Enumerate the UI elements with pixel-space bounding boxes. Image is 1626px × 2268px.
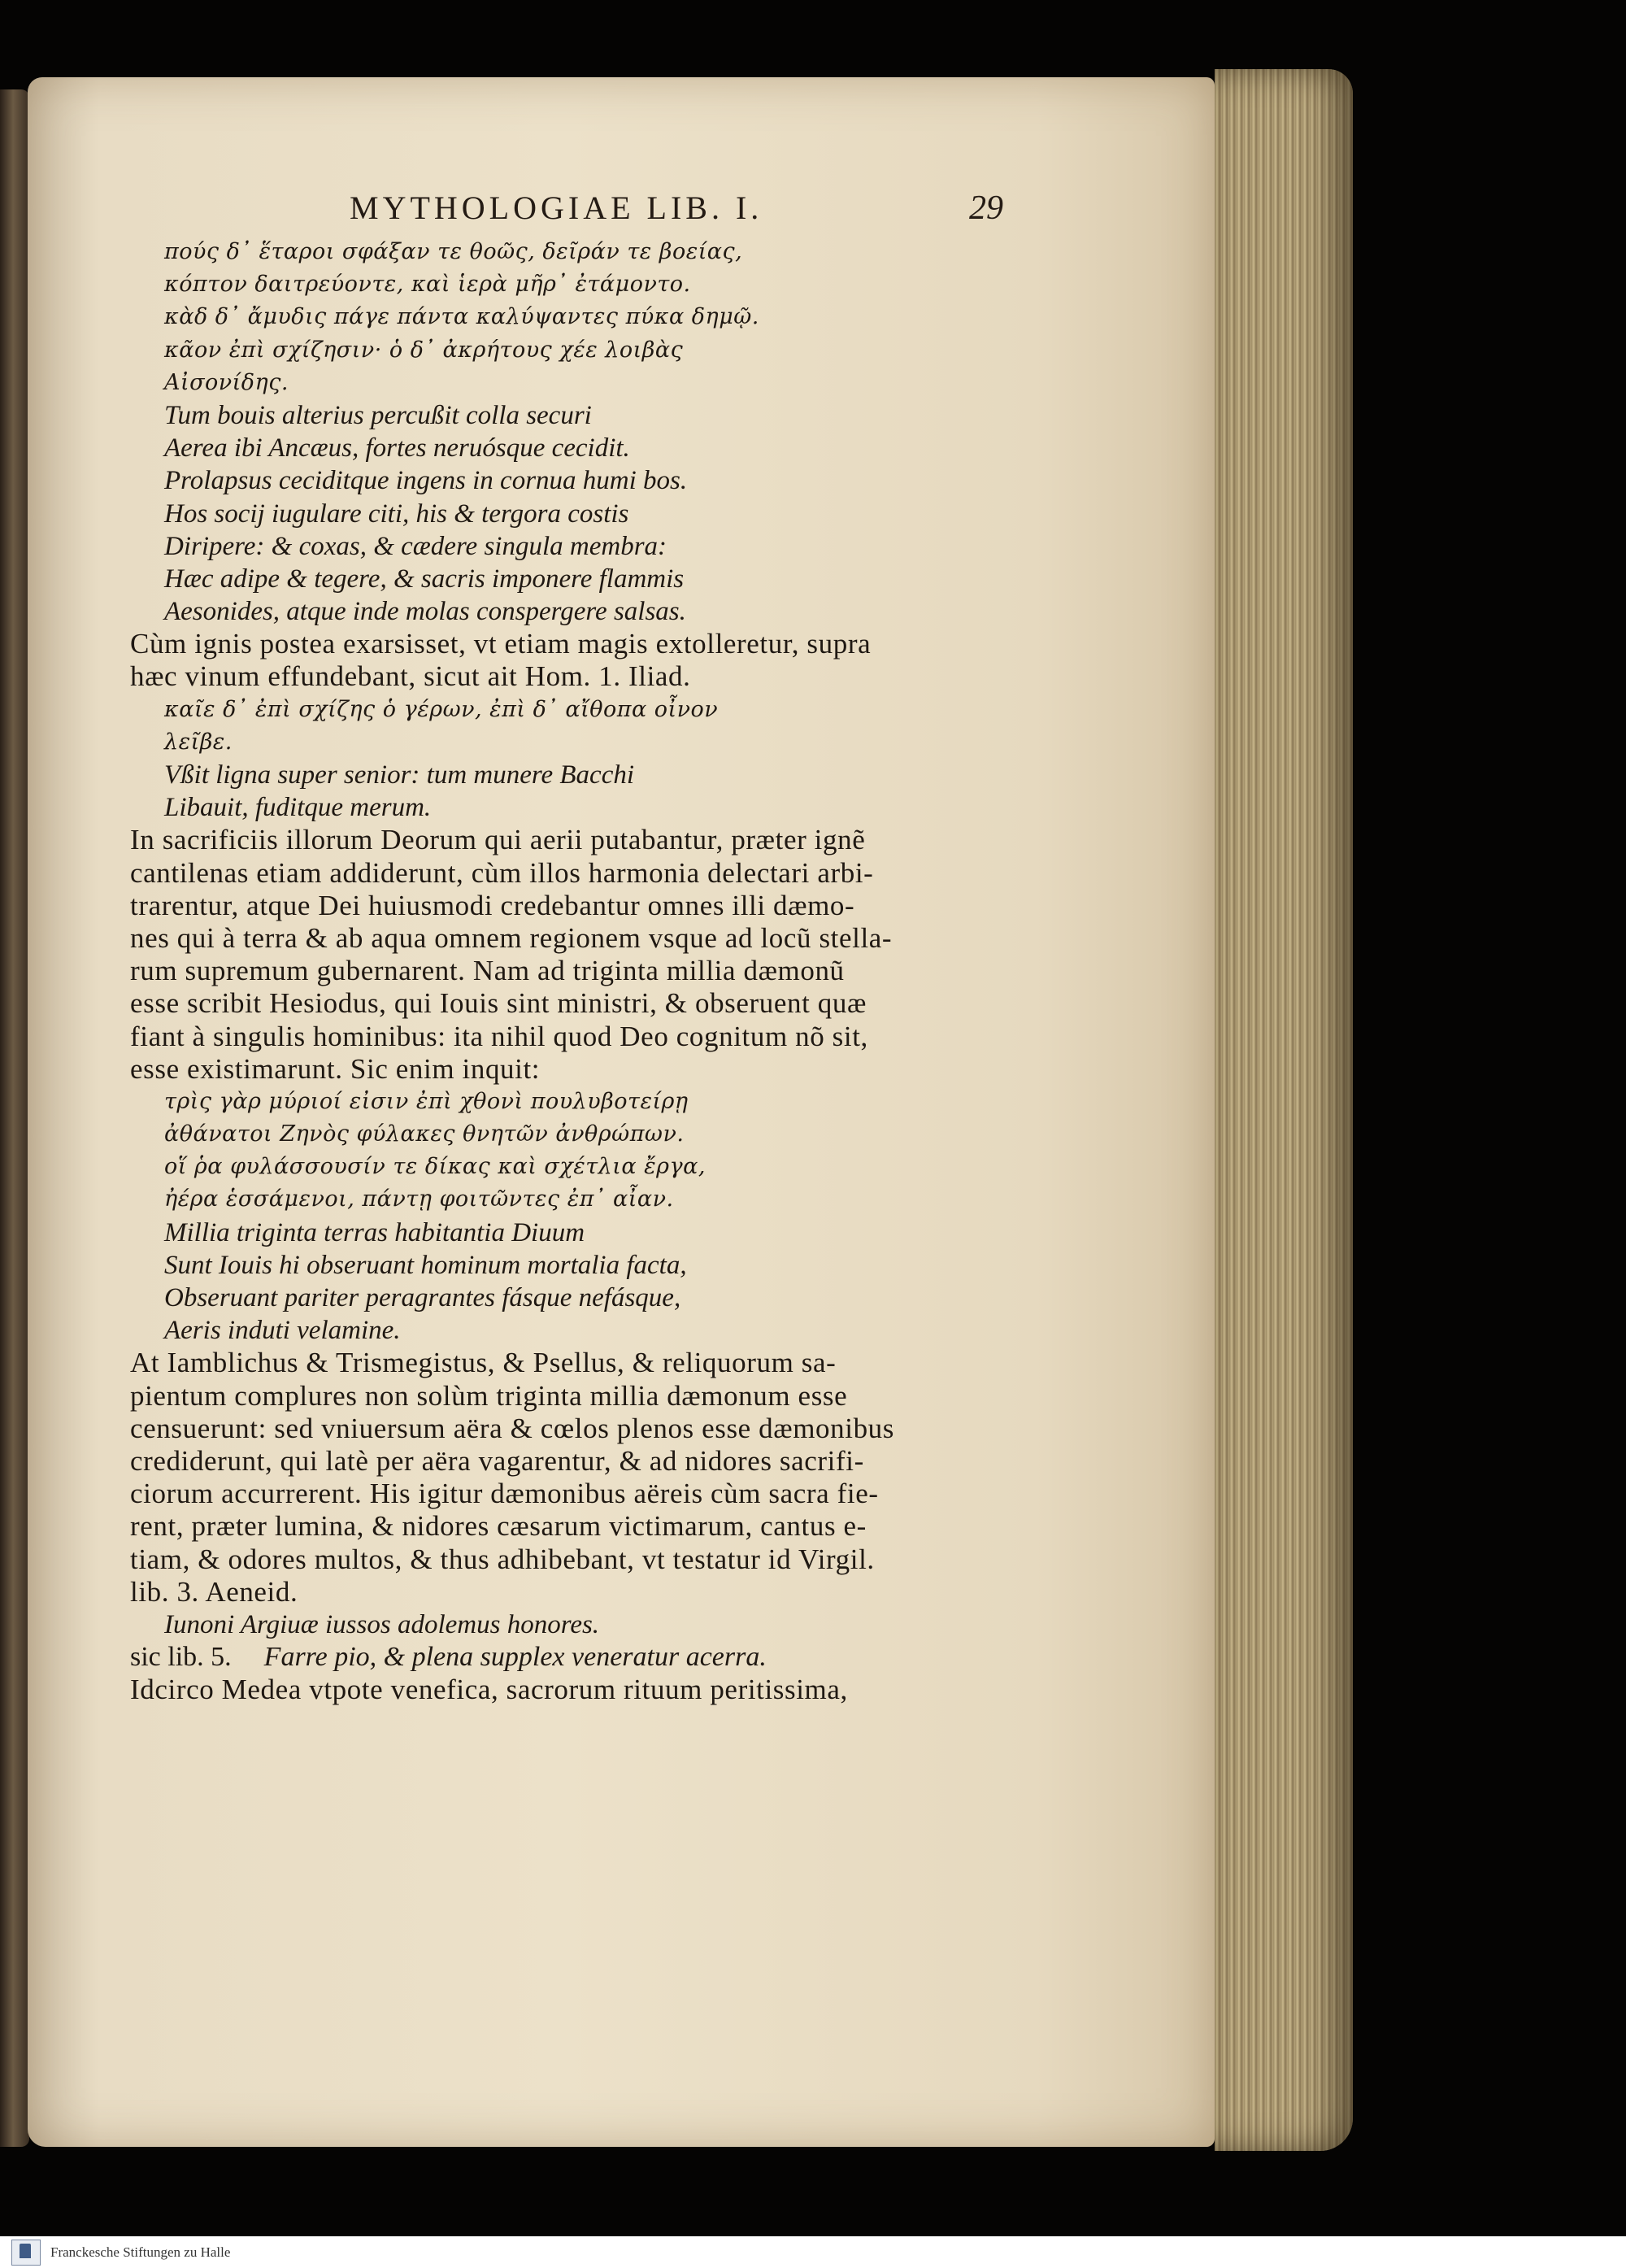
text-line: Hæc adipe & tegere, & sacris imponere flammis [164,564,685,594]
text-line: At Iamblichus & Trismegistus, & Psellus, & reliquorum sa- [130,1347,837,1379]
text-line: τρὶς γὰρ μύριοί εἰσιν ἐπὶ χθονὶ πουλυβοτείρῃ [164,1088,689,1114]
text-line: καῖε δ᾽ ἐπὶ σχίζης ὁ γέρων, ἐπὶ δ᾽ αἴθοπα οἶνον [164,696,719,722]
line-prose-part: sic lib. 5. [130,1642,232,1673]
text-line: ἀθάνατοι Ζηνὸς φύλακες θνητῶν ἀνθρώπων. [164,1121,685,1147]
text-line: οἵ ῥα φυλάσσουσίν τε δίκας καὶ σχέτλια ἔργα, [164,1154,706,1180]
text-line: Cùm ignis postea exarsisset, vt etiam magis extolleretur, supra [130,628,872,660]
text-line: trarentur, atque Dei huiusmodi credebantur omnes illi dæmo- [130,889,855,921]
page-number: 29 [969,189,1003,227]
running-head: MYTHOLOGIAE LIB. I. [350,189,763,226]
text-line: Aeris induti velamine. [164,1316,401,1346]
line-verse-part: Farre pio, & plena supplex veneratur acerra. [263,1642,767,1673]
page-fore-edge [1215,69,1353,2151]
text-line: rent, præter lumina, & nidores cæsarum victimarum, cantus e- [130,1510,867,1543]
text-line: κὰδ δ᾽ ἄμυδις πάγε πάντα καλύψαντες πύκα δημῷ. [164,304,759,330]
text-line: fiant à singulis hominibus: ita nihil quod Deo cognitum nõ sit, [130,1020,868,1052]
text-line: Prolapsus ceciditque ingens in cornua humi bos. [164,466,688,496]
text-line: Idcirco Medea vtpote venefica, sacrorum rituum peritissima, [130,1674,848,1706]
left-page-edge [0,89,29,2147]
text-line: ἠέρα ἑσσάμενοι, πάντῃ φοιτῶντες ἐπ᾽ αἶαν. [164,1186,674,1212]
text-line: Obseruant pariter peragrantes fásque nefásque, [164,1283,681,1312]
text-line: ciorum accurrerent. His igitur dæmonibus aëreis cùm sacra fie- [130,1478,879,1510]
text-line: Hos socij iugulare citi, his & tergora costis [164,498,629,529]
text-line: hæc vinum effundebant, sicut ait Hom. 1. Iliad. [130,660,691,693]
text-line: cantilenas etiam addiderunt, cùm illos harmonia delectari arbi- [130,856,874,889]
text-line: lib. 3. Aeneid. [130,1575,298,1608]
text-line: nes qui à terra & ab aqua omnem regionem vsque ad locũ stella- [130,921,893,954]
text-line [130,1641,1057,1674]
text-line: esse scribit Hesiodus, qui Iouis sint ministri, & obseruent quæ [130,987,867,1020]
text-line: Αἰσονίδης. [164,369,289,395]
text-line: Diripere: & coxas, & cædere singula membra: [164,531,667,561]
text-line: κᾶον ἐπὶ σχίζησιν· ὁ δ᾽ ἀκρήτους χέε λοιβὰς [164,337,684,363]
text-line: Libauit, fuditque merum. [164,793,432,823]
franckesche-logo-icon [11,2240,41,2266]
text-line: censuerunt: sed vniuersum aëra & cœlos plenos esse dæmonibus [130,1412,894,1444]
text-line: Aerea ibi Ancæus, fortes neruósque cecidit. [164,433,630,464]
footer-institution: Franckesche Stiftungen zu Halle [50,2244,231,2260]
text-line: Iunoni Argiuæ iussos adolemus honores. [164,1609,600,1639]
text-line: In sacrificiis illorum Deorum qui aerii putabantur, præter ignẽ [130,824,866,856]
text-line: Sunt Iouis hi obseruant hominum mortalia facta, [164,1250,687,1280]
text-line: πούς δ᾽ ἕταροι σφάξαν τε θοῶς, δεῖράν τε βοείας, [164,239,743,264]
text-line: Tum bouis alterius percußit colla securi [164,400,592,430]
text-body [130,236,1057,1706]
text-line: κόπτον δαιτρεύοντε, καὶ ἱερὰ μῆρ᾽ ἐτάμοντο. [164,272,691,298]
footer-bar [0,2236,1626,2268]
text-line: tiam, & odores multos, & thus adhibebant, vt testatur id Virgil. [130,1543,875,1575]
text-line: Millia triginta terras habitantia Diuum [164,1217,585,1247]
text-line: Aesonides, atque inde molas conspergere salsas. [164,597,686,627]
text-line: Vßit ligna super senior: tum munere Bacchi [164,760,635,790]
text-line: pientum complures non solùm triginta millia dæmonum esse [130,1379,848,1412]
text-line: crediderunt, qui latè per aëra vagarentur, & ad nidores sacrifi- [130,1444,864,1477]
text-line: esse existimarunt. Sic enim inquit: [130,1052,541,1085]
text-line: λεῖβε. [164,729,233,755]
text-line: rum supremum gubernarent. Nam ad triginta millia dæmonũ [130,955,845,987]
